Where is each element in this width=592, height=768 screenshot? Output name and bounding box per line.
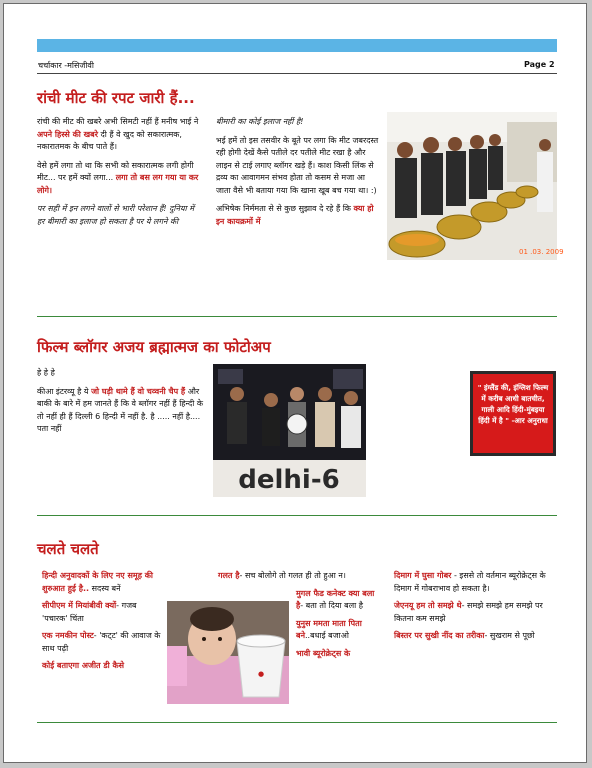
text: दी हैं वे खुद को सकारात्मक, नकारातमक के बीच पाते हैं। [37, 129, 182, 151]
paragraph [37, 160, 202, 198]
list-item [394, 630, 556, 643]
text: अभिषेक निर्ममता से से कुछ सुझाव दे रहे हैं कि [216, 204, 354, 213]
link-item[interactable]: हिन्दी अनुवादकों के लिए नए समूह की शुरुआत हुई है.. [42, 571, 153, 593]
section-divider [37, 316, 557, 317]
list-item [394, 600, 556, 625]
section-film-text [37, 367, 207, 442]
svg-text:●: ● [257, 670, 265, 678]
text: रांची की मीट की खबरे अभी सिमटी नहीं हैं मनीष भाई ने [37, 117, 199, 126]
list-item [296, 618, 378, 643]
text: कीआ इंटरव्यू है ये [37, 386, 92, 396]
section-ranchi-title: रांची मीट की रपट जारी हैं... [37, 89, 195, 107]
section-chalte-col1 [42, 570, 164, 678]
text: - सच बोलोगे तो गलत ही तो हुआ न। [239, 571, 346, 580]
text: वेसे हमें लगा तो था कि सभी को सकारात्मक लगी होगी मीट... पर हमें क्यों लगा... [37, 160, 194, 182]
link-kya-ho[interactable]: क्या हो इन कायक्रमों में [216, 204, 374, 226]
text: - बता तो दिया बला है [300, 601, 364, 610]
text: और बाकी के बारे में हम जानते हैं कि वे ब्लॉगर नहीं हैं हिन्दी के तो नहीं ही हैं दिल्ली 6 हिन्दी में नहीं है. है ..... नहीं है.... पता नहीं [37, 386, 204, 433]
photo-date: 01 .03. 2009 [519, 248, 564, 256]
section-film-title: फिल्म ब्लॉगर अजय ब्रह्मात्मज का फोटोअप [37, 338, 271, 356]
top-color-bar [37, 39, 557, 52]
text: - 'कट्‌ट' की आवाज के साथ पढ़ी [42, 631, 161, 653]
section-chalte-col2 [218, 570, 378, 665]
link-item[interactable]: दिमाग में घुसा गोबर [394, 571, 452, 580]
section-ranchi-col2 [216, 116, 381, 234]
quote-box: " इंग्लैंड की, इंग्लिश फिल्म में करीब आधी बातचीत, गाली आदि हिंदी-मुंबइया हिंदी में है " -आर अनुराधा [470, 371, 556, 456]
text: - गजब 'पचारक' चिंता [42, 601, 137, 623]
list-item [394, 570, 556, 595]
link-ghadi[interactable]: जो घड़ी थामे हैं वो चव्वनी चैप हैं [91, 386, 186, 396]
list-item [218, 570, 378, 583]
photo-delhi6-caption: delhi-6 [238, 465, 340, 495]
text: - सुखराम से पूछो [484, 631, 535, 640]
paragraph-italic: बीमारी का कोई इलाज नहीं है! [216, 117, 304, 126]
list-item [42, 660, 164, 673]
link-item[interactable]: जेएनयू हम तो समझे थे [394, 601, 462, 610]
link-item[interactable]: गलत है [218, 571, 240, 580]
paragraph [216, 203, 381, 228]
photo-illustration [387, 112, 564, 260]
link-item[interactable]: मुगल फैड कनेक्ट क्या बला है [296, 588, 375, 610]
section-divider [37, 515, 557, 516]
link-item[interactable]: बिस्तर पर सुखी नींद का तरीका [394, 631, 485, 640]
header-divider [37, 73, 557, 74]
link-item[interactable]: एक नमकीन पोस्ट [42, 631, 94, 640]
photo-illustration [213, 364, 366, 497]
link-laga-to[interactable]: लगा तो बस लग गया या कर लोगे। [37, 173, 199, 195]
list-item [42, 630, 164, 655]
paragraph [37, 116, 202, 154]
page [3, 3, 587, 763]
text: सदस्य बनें [89, 583, 121, 593]
section-divider [37, 722, 557, 723]
list-item [296, 648, 378, 661]
text: ..बधाई बजाओ [305, 631, 349, 640]
section-chalte-col3 [394, 570, 556, 648]
section-ranchi-col1 [37, 116, 202, 234]
paragraph: भई हमें तो इस तसवीर के बूते पर लगा कि मीट जबरदस्त रही होगी देखें कैसे पतीले दर पतीले मीट रखा है और लाइन से टाई लगाए ब्लॉगर खड़े हैं। काश किसी लिंक से द्रव्य का आवागमन संभव होता तो कसम से मजा आ जाता वैसे भी बताया गया कि खाना खूब बच गया था। :) [216, 135, 379, 195]
photo-ranchi-meet [387, 112, 564, 260]
link-item[interactable]: सीपीएम में मियांबीवी क्यों [42, 601, 117, 610]
text: - इससे तो वर्तमान ब्यूरोक्रेट्स के दिमाग में गोबराभाव हो सकता है। [394, 571, 546, 593]
paragraph [37, 386, 207, 436]
paragraph-italic: पर सही में इन लगने वालों से भारी परेशान हैं! दुनिया में हर बीमारी का इलाज हो सकता है पर ये लगने की [37, 204, 194, 226]
list-item [296, 588, 378, 613]
list-item [42, 600, 164, 625]
link-apne-hisse[interactable]: अपने हिस्से की खबरे [37, 129, 98, 139]
paragraph: हे हे हे [37, 368, 55, 377]
list-item [42, 570, 164, 595]
link-item[interactable]: भावी ब्यूरोक्रेट्स के [296, 648, 351, 658]
section-chalte-title: चलते चलते [37, 540, 99, 558]
photo-delhi6 [213, 364, 366, 497]
header-author: चर्चाकार -मसिजीवी [38, 61, 94, 70]
text: - समझे समझे हम समझे पर कितना कम समझे [394, 601, 543, 623]
page-number: Page 2 [524, 60, 555, 69]
link-item[interactable]: युनुस ममता माता पिता बने [296, 618, 362, 640]
link-item[interactable]: कोई बताएगा अजीत डी कैसे [42, 661, 125, 670]
